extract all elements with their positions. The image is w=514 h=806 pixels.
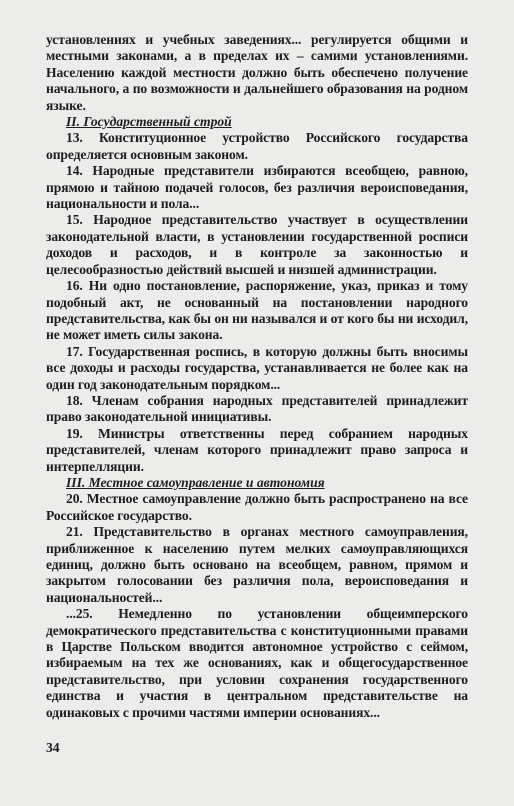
paragraph: 21. Представительство в органах местного самоуправления, приближенное к населению путем мелких самоуправляющихся единиц, должно быть основано на всеобщем, равном, прямом и закрытом голосовании без различия пола, вероисповедания и национальностей... (46, 524, 468, 605)
page-number: 34 (46, 740, 60, 755)
paragraph: 16. Ни одно постановление, распоряжение, указ, приказ и тому подобный акт, не основанный на постановлении народного представительства, как бы он ни назывался и от кого бы ни исходил, не может иметь силы закона. (46, 278, 468, 343)
paragraph: ...25. Немедленно по установлении общеимперского демократического представительства с конституционными правами в Царстве Польском вводится автономное устройство с сеймом, избираемым на тех же основаниях, как и общегосударственное представительство, при условии сохранения государственного единства и участия в центральном представительстве на одинаковых с прочими частями империи основаниях... (46, 606, 468, 720)
paragraph: 18. Членам собрания народных представителей принадлежит право законодательной инициативы. (46, 392, 468, 425)
paragraph: 15. Народное представительство участвует в осуществлении законодательной власти, в установлении государственной росписи доходов и расходов, и в контроле за законностью и целесообразностью действий высшей и низшей администрации. (46, 212, 468, 277)
page-text (46, 32, 468, 721)
paragraph: 13. Конституционное устройство Российского государства определяется основным законом. (46, 130, 468, 162)
paragraph: 19. Министры ответственны перед собранием народных представителей, членам которого принадлежит право запроса и интерпелляции. (46, 425, 468, 474)
paragraph: 17. Государственная роспись, в которую должны быть вносимы все доходы и расходы государства, устанавливается не более как на один год законодательным порядком... (46, 343, 468, 392)
paragraph: установлениях и учебных заведениях... регулируется общими и местными законами, а в пределах их – самими установлениями. Населению каждой местности должно быть обеспечено получение начального, а по возможности и дальнейшего образования на родном языке. (46, 32, 468, 113)
section-heading: III. Местное самоуправление и автономия (66, 474, 325, 490)
section-heading: II. Государственный строй (66, 114, 232, 130)
paragraph: 20. Местное самоуправление должно быть распространено на все Российское государство. (46, 491, 468, 523)
paragraph: 14. Народные представители избираются всеобщею, равною, прямою и тайною подачей голосов, без различия вероисповедания, национальности и пола... (46, 163, 468, 212)
